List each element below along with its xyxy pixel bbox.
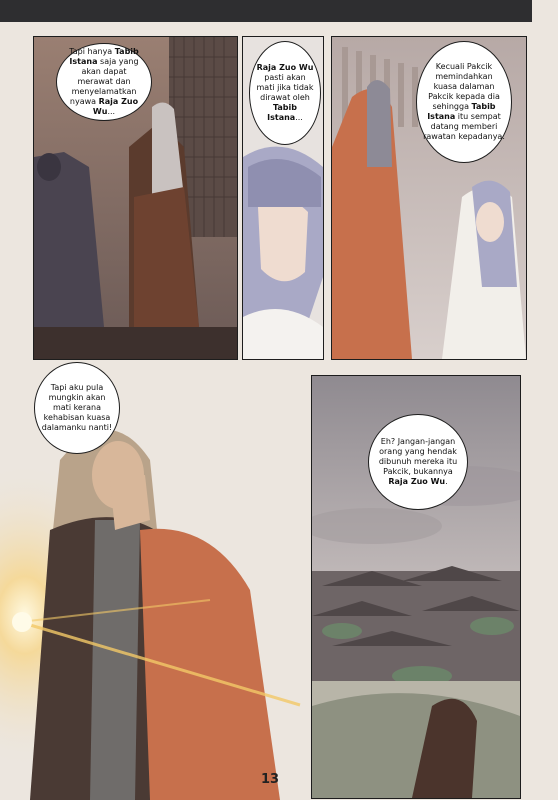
panel-3: [331, 36, 527, 360]
panel-1: [33, 36, 238, 360]
panel-2: [242, 36, 324, 360]
bubble-1-text: Tapi hanya Tabib Istana saja yang akan dapat merawat dan menyelamatkan nyawa Raja Zuo Wu...: [69, 47, 139, 116]
speech-bubble-5: [368, 414, 468, 510]
bubble-2-text: Raja Zuo Wu pasti akan mati jika tidak dirawat oleh Tabib Istana...: [256, 63, 314, 122]
speech-bubble-4: [34, 362, 120, 454]
panel-5: [311, 375, 521, 799]
bubble-4-text: Tapi aku pula mungkin akan mati kerana kehabisan kuasa dalamanku nanti!: [41, 383, 113, 432]
page-top-edge: [0, 0, 558, 22]
page-right-edge: [532, 0, 558, 800]
bubble-3-text: Kecuali Pakcik memindahkan kuasa dalaman Pakcik kepada dia sehingga Tabib Istana itu sempat datang memberi rawatan kepadanya.: [423, 62, 505, 141]
speech-bubble-2: [249, 41, 321, 145]
panel-4: [0, 360, 308, 800]
page-number: 13: [260, 772, 280, 787]
speech-bubble-3: [416, 41, 512, 163]
speech-bubble-1: [56, 43, 152, 121]
bubble-5-text: Eh? Jangan-jangan orang yang hendak dibunuh mereka itu Pakcik, bukannya Raja Zuo Wu.: [378, 437, 458, 486]
